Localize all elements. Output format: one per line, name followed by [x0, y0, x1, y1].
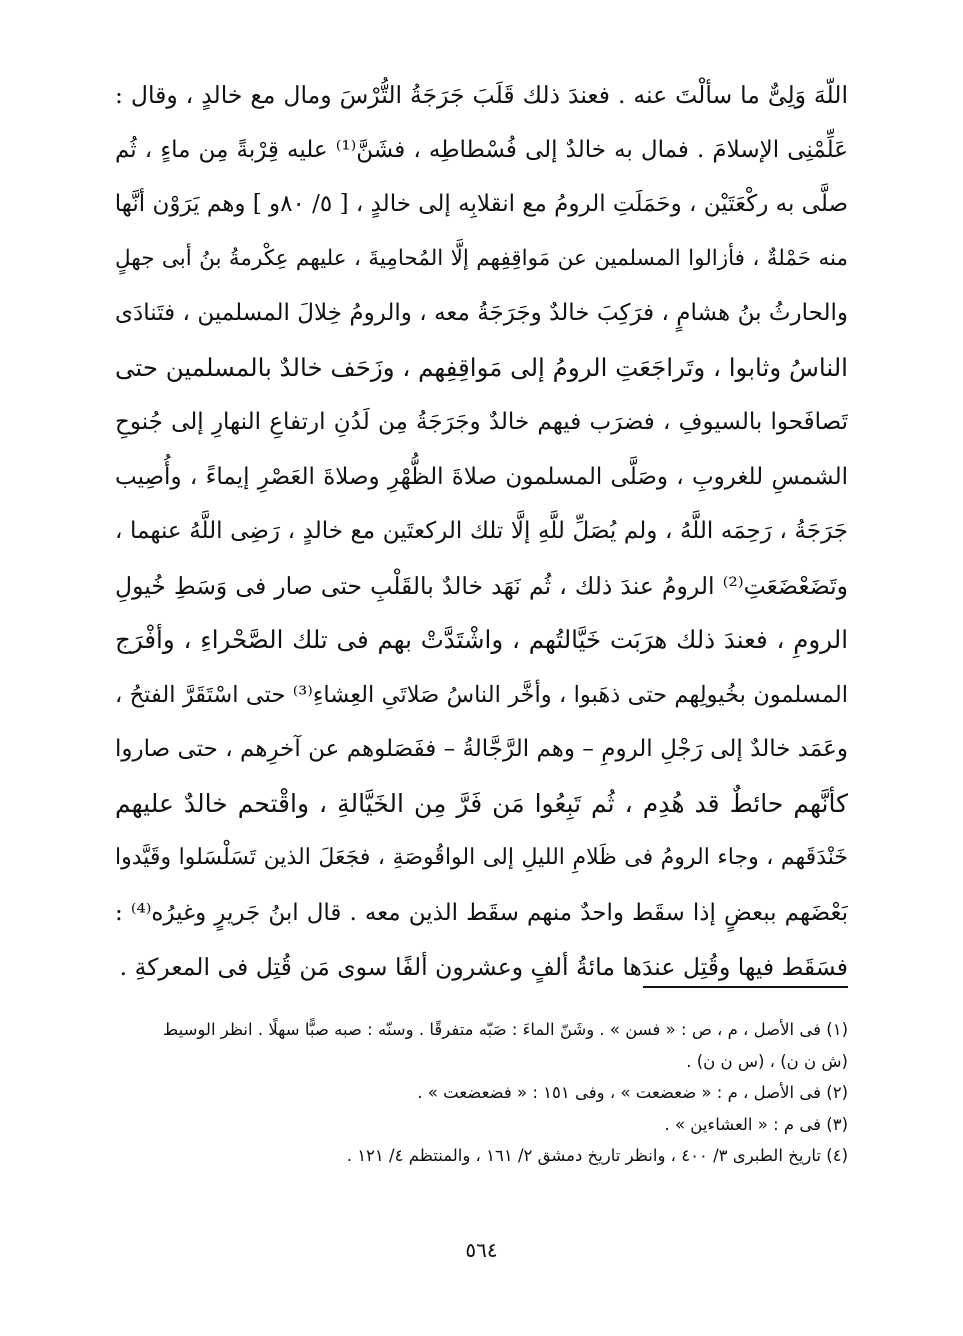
footnotes — [115, 1014, 848, 1172]
text-line: اللّهَ وَلِىٌّ ما سألْتَ عنه . فعندَ ذلك قَلَبَ جَرَجَةُ التُّرْسَ ومال مع خالدٍ ، وقال : — [115, 81, 848, 109]
text-line: والحارثُ بنُ هشامٍ ، فرَكِبَ خالدٌ وجَرَجَةُ معه ، والرومُ خِلالَ المسلمين ، فتَنادَى — [115, 300, 848, 326]
footnote: (٢) فى الأصل ، م : « ضعضعت » ، وفى ١٥١ : « فضعضعت » . — [417, 1083, 848, 1102]
text-line: فسَقَط فيها وقُتِل عندَها مائةُ ألفٍ وعشرون ألفًا سوى مَن قُتِل فى المعركةِ . — [119, 953, 848, 981]
text-line: المسلمون بخُيولِهم حتى ذهَبوا ، وأخَّر الناسُ صَلاتَىِ العِشاءِ⁽³⁾ حتى اسْتَقَرَّ الفتحُ ، — [115, 681, 848, 708]
main-text — [115, 68, 848, 995]
text-line: الرومِ ، فعندَ ذلك هرَبَت خَيَّالتُهم ، واشْتَدَّتْ بهم فى تلك الصَّحْراءِ ، وأفْرَج — [115, 625, 848, 654]
text-line: جَرَجَةُ ، رَحِمَه اللَّهُ ، ولم يُصَلِّ للَّهِ إلَّا تلك الركعتَين مع خالدٍ ، رَضِى اللَّهُ عنهما ، — [115, 518, 848, 544]
text-line: خَنْدَقَهم ، وجاء الرومُ فى ظَلامِ الليلِ إلى الواقُوصَةِ ، فجَعَلَ الذين تَسَلْسَلوا وقَيَّدوا — [115, 845, 848, 870]
text-line: عَلِّمْنِى الإسلامَ . فمال به خالدٌ إلى فُسْطاطِه ، فشَنَّ⁽¹⁾ عليه قِرْبةً مِن ماءٍ ، ثُم — [115, 136, 848, 163]
footnote-continuation: (ش ن ن) ، (س ن ن) . — [686, 1051, 848, 1071]
footnote: (١) فى الأصل ، م ، ص : « فسن » . وشَنّ الماءَ : صَبّه متفرقًا . وسنّه : صبه صبًّا سهلًا . انظر الوسيط — [162, 1020, 848, 1039]
text-line: تَصافَحوا بالسيوفِ ، فضرَب فيهم خالدٌ وجَرَجَةُ مِن لَدُنِ ارتفاعِ النهارِ إلى جُنوحِ — [115, 409, 848, 435]
text-line: صلَّى به ركْعَتَيْن ، وحَمَلَتِ الرومُ مع انقلابِه إلى خالدٍ ، [ ٥/ ٨٠و ] وهم يَرَوْن أنَّها — [115, 191, 848, 217]
text-line: وتَضَعْضَعَتِ⁽²⁾ الرومُ عندَ ذلك ، ثُم نَهَد خالدٌ بالقَلْبِ حتى صار فى وَسَطِ خُيولِ — [115, 571, 848, 600]
text-line: وعَمَد خالدٌ إلى رَجْلِ الرومِ – وهم الرَّجَّالةُ – ففَصَلوهم عن آخرِهم ، حتى صاروا — [115, 736, 848, 762]
footnote: (٤) تاريخ الطبرى ٣/ ٤٠٠ ، وانظر تاريخ دمشق ٢/ ١٦١ ، والمنتظم ٤/ ١٢١ . — [346, 1146, 848, 1165]
text-line: الناسُ وثابوا ، وتَراجَعَتِ الرومُ إلى مَواقِفِهم ، وزَحَف خالدٌ بالمسلمين حتى — [115, 352, 848, 382]
footnote: (٣) فى م : « العشاءين » . — [664, 1114, 848, 1134]
text-line: الشمسِ للغروبِ ، وصَلَّى المسلمون صلاةَ الظُّهْرِ وصلاةَ العَصْرِ إيماءً ، وأُصِيب — [115, 463, 848, 490]
text-line: كأنَّهم حائطٌ قد هُدِم ، ثُم تَبِعُوا مَن فَرَّ مِن الخَيَّالةِ ، واقْتحم خالدٌ عليهم — [115, 788, 848, 818]
page-number: ٥٦٤ — [465, 1238, 498, 1262]
text-line: بَعْضَهم ببعضٍ إذا سقَط واحدٌ منهم سقَط الذين معه . قال ابنُ جَريرٍ وغيرُه⁽⁴⁾ : — [115, 899, 848, 926]
footnote-separator — [643, 986, 848, 988]
text-line: منه حَمْلةٌ ، فأزالوا المسلمين عن مَواقِفِهم إلَّا المُحامِيةَ ، عليهم عِكْرمةُ بنُ أبى جهلٍ — [115, 245, 848, 271]
